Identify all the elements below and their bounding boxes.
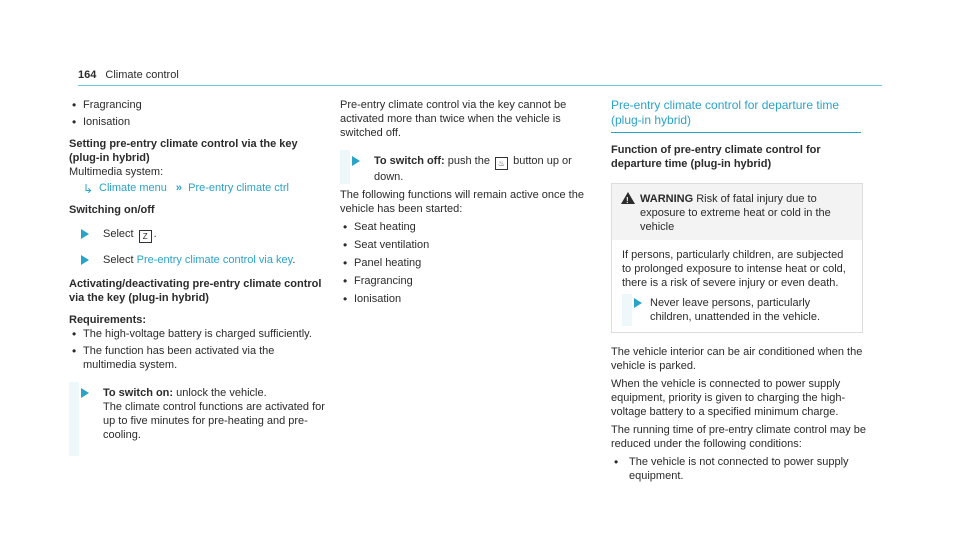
switch-on-label: To switch on: <box>103 387 174 399</box>
climate-button-icon: ♨ <box>495 157 508 170</box>
column-1 <box>69 98 329 442</box>
para-3: The running time of pre-entry climate control may be reduced under the following conditions: <box>611 424 866 450</box>
menu-path <box>69 181 329 195</box>
step-text: Select <box>103 228 134 240</box>
step-select-1: Select Z . <box>69 227 329 243</box>
list-item: • Ionisation <box>69 115 329 129</box>
multimedia-label: Multimedia system: <box>69 166 164 178</box>
step-text: Select <box>103 254 134 266</box>
list-item: • Fragrancing <box>340 274 602 288</box>
step-bar <box>340 150 350 184</box>
warning-label: WARNING <box>640 193 694 205</box>
functions-list <box>340 220 602 306</box>
switch-off-text-a: push the <box>447 155 490 167</box>
column-2 <box>340 98 602 310</box>
heading-activating: Activating/deactivating pre-entry climate control via the key (plug-in hybrid) <box>69 278 322 304</box>
step-arrow-icon <box>634 298 642 308</box>
menu-option-link: Pre-entry climate control via key <box>136 254 293 266</box>
double-chevron-icon: » <box>175 182 183 194</box>
switch-off-label: To switch off: <box>374 155 445 167</box>
warning-body <box>612 240 862 332</box>
warning-header <box>612 184 862 240</box>
menu-path-preentry: Pre-entry climate ctrl <box>188 182 289 194</box>
topic-title: Pre-entry climate control for departure time (plug-in hybrid) <box>611 98 840 127</box>
page-header <box>78 69 179 81</box>
list-item: • Seat heating <box>340 220 602 234</box>
function-heading: Function of pre-entry climate control for departure time (plug-in hybrid) <box>611 144 821 170</box>
warning-step-text: Never leave persons, particularly children, unattended in the vehicle. <box>650 297 821 323</box>
warning-triangle-icon: ! <box>621 192 635 204</box>
step-select-2: Select Pre-entry climate control via key. <box>69 253 329 267</box>
requirements-label: Requirements: <box>69 314 147 326</box>
step-arrow-icon <box>352 156 360 166</box>
warning-box <box>611 183 863 333</box>
step-bar <box>69 382 79 456</box>
para-1: The vehicle interior can be air conditioned when the vehicle is parked. <box>611 346 863 372</box>
return-arrow-icon: ↳ <box>83 182 94 196</box>
list-item: • The high-voltage battery is charged sufficiently. <box>69 327 329 341</box>
header-rule <box>78 85 882 86</box>
step-arrow-icon <box>81 255 89 265</box>
following-text: The following functions will remain active once the vehicle has been started: <box>340 189 584 215</box>
list-item: • Ionisation <box>340 292 602 306</box>
switch-off-text-b: button up or down. <box>374 155 572 183</box>
step-arrow-icon <box>81 229 89 239</box>
settings-symbol-icon: Z <box>139 230 152 243</box>
menu-path-climate: Climate menu <box>99 182 167 194</box>
step-bar <box>622 294 632 326</box>
switch-on-detail: The climate control functions are activated for up to five minutes for pre-heating and pre-cooling. <box>103 401 325 441</box>
warning-step <box>622 296 854 324</box>
warning-text: If persons, particularly children, are subjected to prolonged exposure to intense heat or cold, there is a risk of severe injury or even death. <box>622 249 846 289</box>
intro-text: Pre-entry climate control via the key cannot be activated more than twice when the vehicle is switched off. <box>340 99 567 139</box>
list-item: • Panel heating <box>340 256 602 270</box>
list-item: • The vehicle is not connected to power supply equipment. <box>611 455 873 483</box>
step-switch-off <box>340 154 602 184</box>
topic-rule <box>611 132 861 133</box>
heading-setting: Setting pre-entry climate control via the key (plug-in hybrid) <box>69 138 298 164</box>
list-item: • The function has been activated via the multimedia system. <box>69 344 329 372</box>
warning-title: Risk of fatal injury due to exposure to extreme heat or cold in the vehicle <box>640 193 831 233</box>
para-2: When the vehicle is connected to power supply equipment, priority is given to charging the high-voltage battery to a specified minimum charge. <box>611 378 846 418</box>
page-number: 164 <box>78 69 97 81</box>
list-item: • Seat ventilation <box>340 238 602 252</box>
column-3 <box>611 98 873 486</box>
list-item: • Fragrancing <box>69 98 329 112</box>
section-title: Climate control <box>105 69 179 81</box>
step-switch-on <box>69 386 329 442</box>
switch-on-text: unlock the vehicle. <box>176 387 267 399</box>
step-arrow-icon <box>81 388 89 398</box>
heading-switching: Switching on/off <box>69 204 155 216</box>
